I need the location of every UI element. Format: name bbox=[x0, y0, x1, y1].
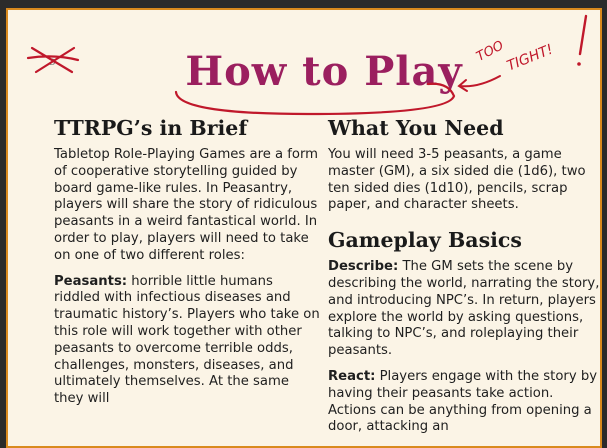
intro-paragraph: Tabletop Role-Playing Games are a form of cooperative storytelling guided by board game-like rules. In Peasantry, players will share the story of ridiculous peasants in a weird fantastical world. In order to play, players will need to take on one of two different roles: bbox=[54, 147, 319, 263]
describe-lead: Describe: bbox=[328, 259, 399, 275]
peasants-lead: Peasants: bbox=[54, 273, 128, 289]
left-column bbox=[54, 116, 322, 417]
annotation-arrow bbox=[460, 76, 500, 86]
right-column bbox=[328, 116, 602, 445]
annotation-note-too: TOO bbox=[474, 38, 507, 65]
react-lead: React: bbox=[328, 368, 376, 384]
react-text: Players engage with the story by having their peasants take action. Actions can be anything from opening a door, attacking an bbox=[328, 368, 598, 435]
need-paragraph: You will need 3-5 peasants, a game master (GM), a six sided die (1d6), two ten sided dies (1d10), pencils, scrap paper, and character sheets. bbox=[328, 147, 586, 213]
peasants-text: horrible little humans riddled with infectious diseases and traumatic history’s. Players who take on this role will work together with other peasants to overcome terrible odds, challenges, monsters, diseases, and ultimately themselves. At the same they will bbox=[54, 273, 320, 407]
annotation-note-tight: TIGHT! bbox=[504, 41, 556, 75]
page-number: 5 bbox=[48, 54, 57, 69]
section-heading-what-you-need: What You Need bbox=[328, 116, 504, 140]
exclamation-stroke bbox=[580, 16, 586, 54]
section-heading-ttrpg: TTRPG’s in Brief bbox=[54, 116, 248, 140]
exclamation-dot bbox=[577, 62, 581, 66]
describe-paragraph bbox=[328, 259, 602, 360]
describe-text: The GM sets the scene by describing the world, narrating the story, and introducing NPC’s. In return, players explore the world by asking questions, talking to NPC’s, and roleplaying their peasants. bbox=[328, 259, 600, 359]
react-paragraph bbox=[328, 369, 602, 436]
document-page bbox=[6, 8, 602, 448]
section-heading-gameplay-basics: Gameplay Basics bbox=[328, 228, 522, 253]
peasants-paragraph bbox=[54, 274, 322, 408]
page-title: How to Play bbox=[185, 48, 463, 95]
